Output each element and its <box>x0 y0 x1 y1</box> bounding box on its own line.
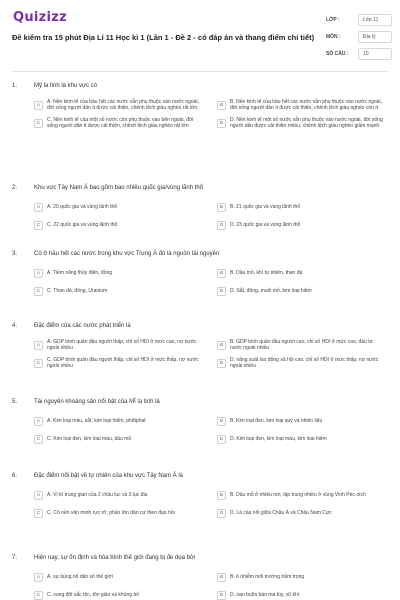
meta-value-question-count: 10 <box>358 48 392 60</box>
answer-option[interactable] <box>217 506 386 520</box>
question-header <box>12 470 390 482</box>
answer-option[interactable] <box>217 284 386 298</box>
option-letter-box[interactable]: C <box>34 591 43 600</box>
option-text: D. Sắt, đồng, muối mỏ, kim loại hiếm <box>230 287 312 294</box>
option-letter-box[interactable]: C <box>34 119 43 128</box>
answer-option[interactable] <box>217 432 386 446</box>
question-item <box>12 396 390 446</box>
option-text: A. sự bùng nổ dân số thế giới <box>47 573 113 580</box>
option-letter-box[interactable]: A <box>34 341 43 350</box>
option-text: D. Kim loại đen, kim loại màu, kim loại hiếm <box>230 435 327 442</box>
option-text: C. 22 quốc gia và vùng lãnh thổ <box>47 221 118 228</box>
option-text: A. Kim loại màu, sắt, kim loại hiếm, phốtphat <box>47 417 146 424</box>
question-number: 7. <box>12 555 18 561</box>
option-letter-box[interactable]: B <box>217 417 226 426</box>
question-header <box>12 248 390 260</box>
option-text: A. Nền kinh tế của hầu hết các nước vẫn phụ thuộc vào nước ngoài, đời sống người dân ít được cải thiện, chênh lệch giàu nghèo rất lớn <box>47 98 199 111</box>
option-text: A. Tiềm năng thủy điện, đồng <box>47 269 113 276</box>
question-number: 2. <box>12 185 18 191</box>
option-letter-box[interactable]: D <box>217 591 226 600</box>
answer-option[interactable] <box>34 432 203 446</box>
meta-row-subject <box>326 29 392 45</box>
answer-option[interactable] <box>217 98 386 112</box>
option-letter-box[interactable]: A <box>34 417 43 426</box>
option-text: C. GDP bình quân đầu người thấp, chỉ số HDI ở mức thấp, nợ nước ngoài nhiều <box>47 356 199 369</box>
option-letter-box[interactable]: B <box>217 573 226 582</box>
answer-option[interactable] <box>34 266 203 280</box>
answer-option[interactable] <box>217 488 386 502</box>
option-letter-box[interactable]: A <box>34 573 43 582</box>
answer-option[interactable] <box>34 200 203 214</box>
answer-option[interactable] <box>34 506 203 520</box>
question-number: 5. <box>12 399 18 405</box>
question-number: 6. <box>12 473 18 479</box>
option-letter-box[interactable]: A <box>34 491 43 500</box>
option-text: A. Vị trí trung gian của 2 châu lục và 3 lục địa <box>47 491 148 498</box>
option-text: B. Dầu mỏ ở nhiều nơi, tập trung nhiều ở vùng Vịnh Péc-xích <box>230 491 366 498</box>
option-letter-box[interactable]: A <box>34 101 43 110</box>
question-number: 3. <box>12 251 18 257</box>
option-letter-box[interactable]: A <box>34 203 43 212</box>
meta-row-class <box>326 12 392 28</box>
option-text: B. Kim loại đen, kim loại quý và nhiên liệu <box>230 417 323 424</box>
option-text: C. Than đá, đồng, Uranium <box>47 287 108 294</box>
answer-option[interactable] <box>34 284 203 298</box>
option-letter-box[interactable]: C <box>34 359 43 368</box>
answer-options <box>34 338 386 370</box>
option-text: C. xung đột sắc tộc, tôn giáo và khủng bố <box>47 591 140 598</box>
option-text: A. GDP bình quân đầu người thấp, chỉ số HDI ở mức cao, nợ nước ngoài nhiều <box>47 338 197 351</box>
answer-option[interactable] <box>34 218 203 232</box>
answer-option[interactable] <box>217 116 386 130</box>
question-text: Có ở hầu hết các nước trong khu vực Trung Á đó là nguồn tài nguyên <box>34 251 220 257</box>
header-divider <box>12 71 388 72</box>
answer-option[interactable] <box>34 338 203 352</box>
question-text: Hiện nay, sự ổn định và hòa bình thế giới đang bị đe dọa bởi <box>34 555 196 561</box>
answer-option[interactable] <box>34 356 203 370</box>
option-letter-box[interactable]: D <box>217 509 226 518</box>
option-text: B. 21 quốc gia và vùng lãnh thổ <box>230 203 301 210</box>
question-header <box>12 80 390 92</box>
option-letter-box[interactable]: C <box>34 509 43 518</box>
question-item <box>12 470 390 520</box>
option-text: B. GDP bình quân đầu người cao, chỉ số HDI ở mức cao, đầu tư nước ngoài nhiều <box>230 338 373 351</box>
answer-options <box>34 266 386 298</box>
option-text: C. Nền kinh tế của một số nước còn phụ thuộc vào bên ngoài, đời sống người dân ít được cải thiện, chênh lệch giàu nghèo rất lớn <box>47 116 194 129</box>
question-item <box>12 80 390 130</box>
option-letter-box[interactable]: C <box>34 287 43 296</box>
option-text: D. 23 quốc gia và vùng lãnh thổ <box>230 221 301 228</box>
option-letter-box[interactable]: D <box>217 119 226 128</box>
option-text: D. nạn buôn bán ma túy, vũ khí <box>230 591 300 598</box>
answer-option[interactable] <box>34 116 203 130</box>
question-number: 1. <box>12 83 18 89</box>
question-header <box>12 552 390 564</box>
question-item <box>12 248 390 298</box>
answer-option[interactable] <box>217 414 386 428</box>
answer-option[interactable] <box>34 98 203 112</box>
option-letter-box[interactable]: D <box>217 221 226 230</box>
answer-option[interactable] <box>34 414 203 428</box>
option-letter-box[interactable]: C <box>34 435 43 444</box>
option-text: A. 20 quốc gia và vùng lãnh thổ <box>47 203 118 210</box>
question-header <box>12 182 390 194</box>
option-text: C. Kim loại đen, kim loại màu, dầu mỏ <box>47 435 132 442</box>
question-number: 4. <box>12 323 18 329</box>
question-text: Đặc điểm của các nước phát triển là <box>34 323 131 329</box>
meta-label: LỚP : <box>326 17 340 23</box>
answer-option[interactable] <box>217 356 386 370</box>
question-header <box>12 396 390 408</box>
option-text: C. Có nền văn minh rực rỡ, phần lớn dân cư theo đạo hồi <box>47 509 175 516</box>
option-letter-box[interactable]: B <box>217 491 226 500</box>
answer-option[interactable] <box>217 570 386 584</box>
meta-value-subject: Địa lý <box>358 31 392 43</box>
meta-value-class: Lớp 11 <box>358 14 392 26</box>
question-text: Đặc điểm nổi bật về tự nhiên của khu vực Tây Nam Á là <box>34 473 183 479</box>
answer-option[interactable] <box>34 588 203 600</box>
question-text: Mỹ la tinh là khu vực có <box>34 83 98 89</box>
question-text: Tài nguyên khoáng sản nổi bật của Mĩ la tinh là <box>34 399 160 405</box>
answer-options <box>34 488 386 520</box>
answer-options <box>34 200 386 232</box>
answer-options <box>34 98 386 130</box>
answer-option[interactable] <box>34 488 203 502</box>
worksheet-meta <box>326 12 392 63</box>
meta-label: SỐ CÂU : <box>326 51 349 57</box>
answer-options <box>34 414 386 446</box>
option-letter-box[interactable]: A <box>34 269 43 278</box>
question-item <box>12 552 390 600</box>
question-item <box>12 320 390 370</box>
option-text: D. Nền kinh tế một số nước vẫn phụ thuộc vào nước ngoài, đời sống người dân được cải thiện nhiều, chênh lệch giàu nghèo giảm mạnh <box>230 116 383 129</box>
option-text: D. Là cầu nối giữa Châu Á và Châu Nam Cực <box>230 509 332 516</box>
option-letter-box[interactable]: D <box>217 287 226 296</box>
option-text: B. ô nhiễm môi trường trầm trọng <box>230 573 305 580</box>
option-text: D. năng suất lao động xã hội cao, chỉ số HDI ở mức thấp, nợ nước ngoài nhiều <box>230 356 379 369</box>
meta-row-question-count <box>326 46 392 62</box>
option-letter-box[interactable]: B <box>217 101 226 110</box>
option-letter-box[interactable]: B <box>217 203 226 212</box>
question-text: Khu vực Tây Nam Á bao gồm bao nhiêu quốc gia/vùng lãnh thổ <box>34 185 204 191</box>
question-item <box>12 182 390 232</box>
option-letter-box[interactable]: C <box>34 221 43 230</box>
answer-option[interactable] <box>217 588 386 600</box>
answer-option[interactable] <box>217 338 386 352</box>
answer-option[interactable] <box>217 218 386 232</box>
question-header <box>12 320 390 332</box>
option-letter-box[interactable]: B <box>217 341 226 350</box>
option-letter-box[interactable]: B <box>217 269 226 278</box>
option-letter-box[interactable]: D <box>217 435 226 444</box>
answer-option[interactable] <box>217 200 386 214</box>
worksheet-title: Đề kiểm tra 15 phút Địa Lí 11 Học kì 1 (Lần 1 - Đề 2 - có đáp án và thang điểm chi tiết) <box>12 33 315 42</box>
meta-label: MÔN : <box>326 34 341 40</box>
answer-option[interactable] <box>217 266 386 280</box>
quizizz-logo: Quizizz <box>13 10 68 25</box>
option-text: B. Dầu mỏ, khí tự nhiên, than đá <box>230 269 303 276</box>
answer-option[interactable] <box>34 570 203 584</box>
option-letter-box[interactable]: D <box>217 359 226 368</box>
answer-options <box>34 570 386 600</box>
option-text: B. Nền kinh tế của hầu hết các nước vẫn phụ thuộc vào nước ngoài, đời sống người dân ít được cải thiện, chênh lệch giàu nghèo còn ít <box>230 98 382 111</box>
